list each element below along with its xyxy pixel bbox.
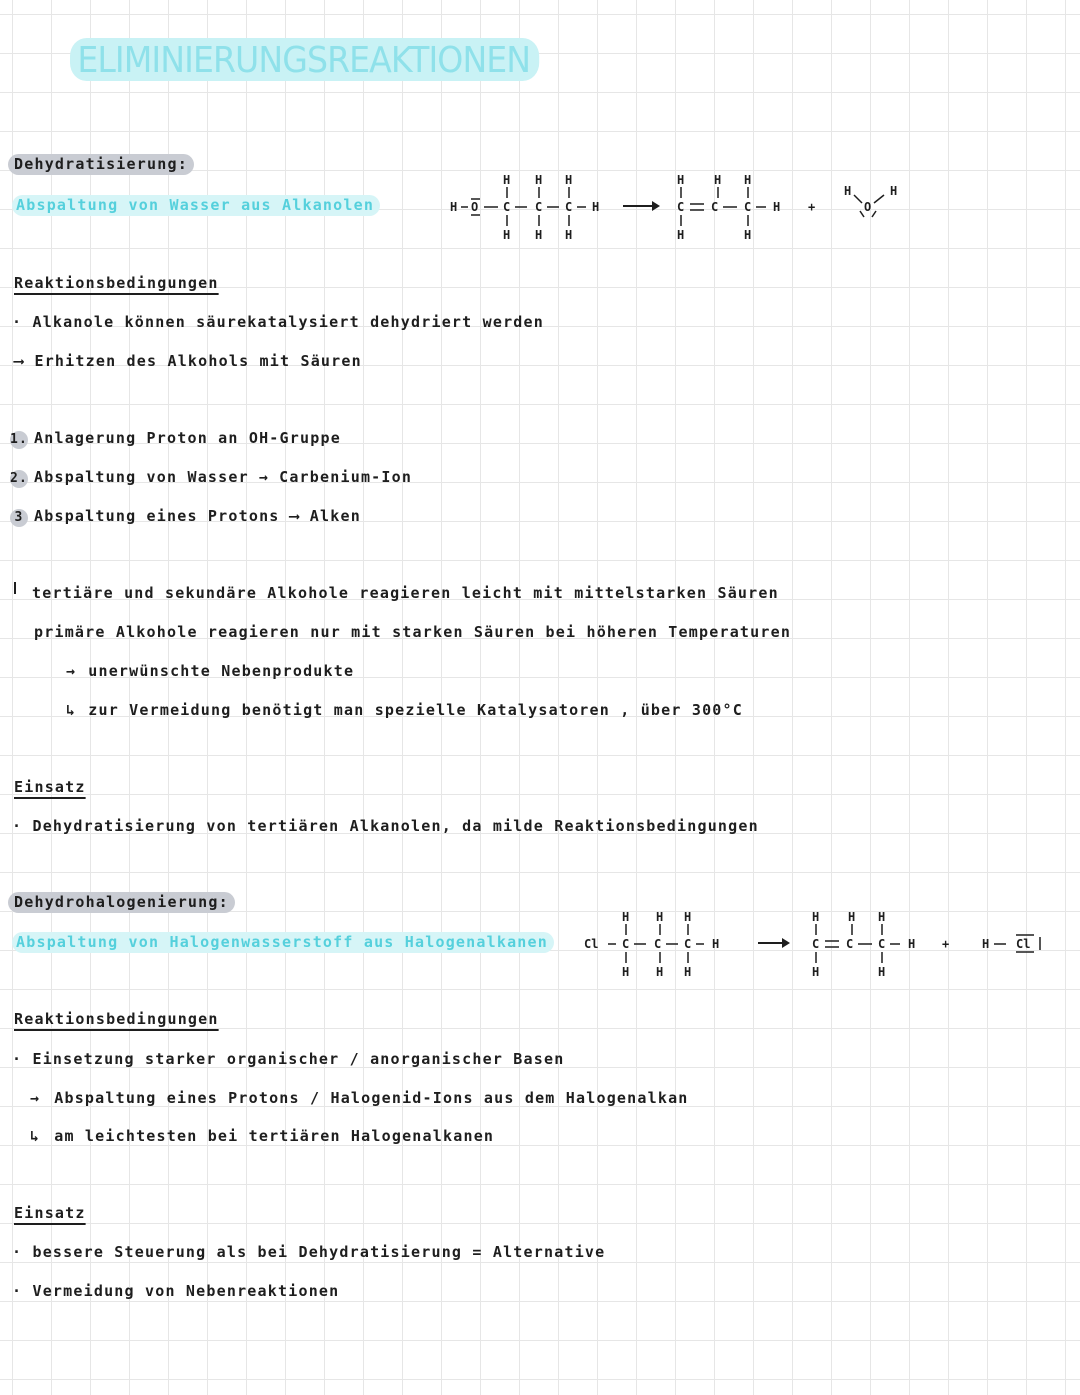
condition-line-3	[30, 1127, 494, 1145]
note-line-3	[66, 662, 354, 680]
atom-c1: C	[812, 937, 820, 951]
heading-label: Dehydratisierung:	[8, 154, 194, 175]
atom-h: H	[535, 228, 543, 242]
dehydration-reaction-scheme	[440, 165, 920, 245]
atom-c2: C	[846, 937, 854, 951]
atom-h: H	[684, 910, 692, 924]
section-heading-dehydratisierung	[8, 155, 194, 173]
condition-text: Erhitzen des Alkohols mit Säuren	[34, 352, 362, 370]
atom-h: H	[812, 965, 820, 979]
atom-h: H	[744, 173, 752, 187]
atom-cl: Cl	[584, 937, 599, 951]
plus-sign: +	[808, 200, 816, 214]
usage-heading-1: Einsatz	[14, 778, 86, 796]
condition-line-1: · Alkanole können säurekatalysiert dehydriert werden	[12, 313, 544, 331]
step-3	[10, 507, 361, 527]
usage-heading-2: Einsatz	[14, 1204, 86, 1222]
atom-cl: Cl	[1016, 937, 1031, 951]
atom-c1: C	[503, 200, 511, 214]
atom-h: H	[565, 173, 573, 187]
atom-h: H	[535, 173, 543, 187]
step-text: Abspaltung eines Protons	[34, 507, 280, 525]
step-result: Carbenium-Ion	[279, 468, 413, 486]
atom-h: H	[908, 937, 916, 951]
note-marker	[14, 582, 16, 594]
atom-h: H	[565, 228, 573, 242]
subtitle-label: Abspaltung von Halogenwasserstoff aus Halogenalkanen	[12, 932, 554, 953]
atom-h: H	[773, 200, 781, 214]
atom-c3: C	[878, 937, 886, 951]
dehydrohalogenation-reaction-scheme	[578, 902, 1058, 982]
step-number: 2.	[10, 471, 29, 486]
condition-line-1: · Einsetzung starker organischer / anorganischer Basen	[12, 1050, 565, 1068]
atom-c3: C	[744, 200, 752, 214]
hook-arrow-icon: ↳	[30, 1127, 41, 1145]
atom-c1: C	[677, 200, 685, 214]
condition-line-2	[30, 1089, 689, 1107]
usage-line-1: · Dehydratisierung von tertiären Alkanolen, da milde Reaktionsbedingungen	[12, 817, 759, 835]
atom-h: H	[592, 200, 600, 214]
atom-c2: C	[654, 937, 662, 951]
step-1	[10, 429, 341, 449]
atom-h: H	[848, 910, 856, 924]
page-title: ELIMINIERUNGSREAKTIONEN	[70, 38, 539, 81]
condition-line-2	[14, 352, 362, 370]
note-text: unerwünschte Nebenprodukte	[88, 662, 355, 680]
note-line-4	[66, 701, 743, 719]
atom-c2: C	[711, 200, 719, 214]
atom-o: O	[471, 200, 479, 214]
atom-h: H	[712, 937, 720, 951]
atom-c1: C	[622, 937, 630, 951]
arrow-right-icon: →	[30, 1089, 41, 1107]
atom-h: H	[684, 965, 692, 979]
atom-c3: C	[565, 200, 573, 214]
atom-h: H	[890, 184, 898, 198]
hook-arrow-icon: ↳	[66, 701, 77, 719]
atom-o: O	[864, 200, 872, 214]
step-2	[10, 468, 412, 488]
arrow-right-icon: →	[66, 662, 77, 680]
atom-h: H	[714, 173, 722, 187]
atom-h: H	[677, 173, 685, 187]
step-number: 3	[10, 509, 28, 527]
atom-h: H	[677, 228, 685, 242]
condition-text: Abspaltung eines Protons / Halogenid-Ions aus dem Halogenalkan	[54, 1089, 689, 1107]
atom-c3: C	[684, 937, 692, 951]
note-text: zur Vermeidung benötigt man spezielle Katalysatoren , über 300°C	[88, 701, 744, 719]
arrow-right-icon: ⟶	[289, 507, 300, 525]
atom-h: H	[744, 228, 752, 242]
step-result: Alken	[309, 507, 361, 525]
note-line-2: primäre Alkohole reagieren nur mit starken Säuren bei höheren Temperaturen	[34, 623, 792, 641]
subtitle-dehydratisierung	[12, 196, 380, 214]
subtitle-label: Abspaltung von Wasser aus Alkanolen	[12, 195, 380, 216]
atom-h: H	[982, 937, 990, 951]
atom-h: H	[812, 910, 820, 924]
conditions-heading-2: Reaktionsbedingungen	[14, 1010, 219, 1028]
condition-text: am leichtesten bei tertiären Halogenalkanen	[54, 1127, 495, 1145]
heading-label: Dehydrohalogenierung:	[8, 892, 235, 913]
atom-h: H	[656, 965, 664, 979]
note-line-1: tertiäre und sekundäre Alkohole reagieren leicht mit mittelstarken Säuren	[32, 584, 779, 602]
arrow-right-icon: →	[258, 468, 270, 486]
atom-c2: C	[535, 200, 543, 214]
atom-h: H	[878, 910, 886, 924]
arrow-right-icon: ⟶	[14, 352, 25, 370]
usage-line-2: · Vermeidung von Nebenreaktionen	[12, 1282, 340, 1300]
usage-line-1: · bessere Steuerung als bei Dehydratisierung = Alternative	[12, 1243, 606, 1261]
atom-h: H	[503, 173, 511, 187]
plus-sign: +	[942, 937, 950, 951]
atom-h: H	[503, 228, 511, 242]
conditions-heading-1: Reaktionsbedingungen	[14, 274, 219, 292]
atom-h: H	[622, 910, 630, 924]
step-text: Anlagerung Proton an OH-Gruppe	[34, 429, 341, 447]
step-number: 1.	[10, 432, 29, 447]
atom-h: H	[656, 910, 664, 924]
atom-h: H	[622, 965, 630, 979]
section-heading-dehydrohalogenierung	[8, 893, 235, 911]
atom-h: H	[844, 184, 852, 198]
atom-h: H	[450, 200, 458, 214]
atom-h: H	[878, 965, 886, 979]
step-text: Abspaltung von Wasser	[34, 468, 249, 486]
subtitle-dehydrohalogenierung	[12, 933, 554, 951]
